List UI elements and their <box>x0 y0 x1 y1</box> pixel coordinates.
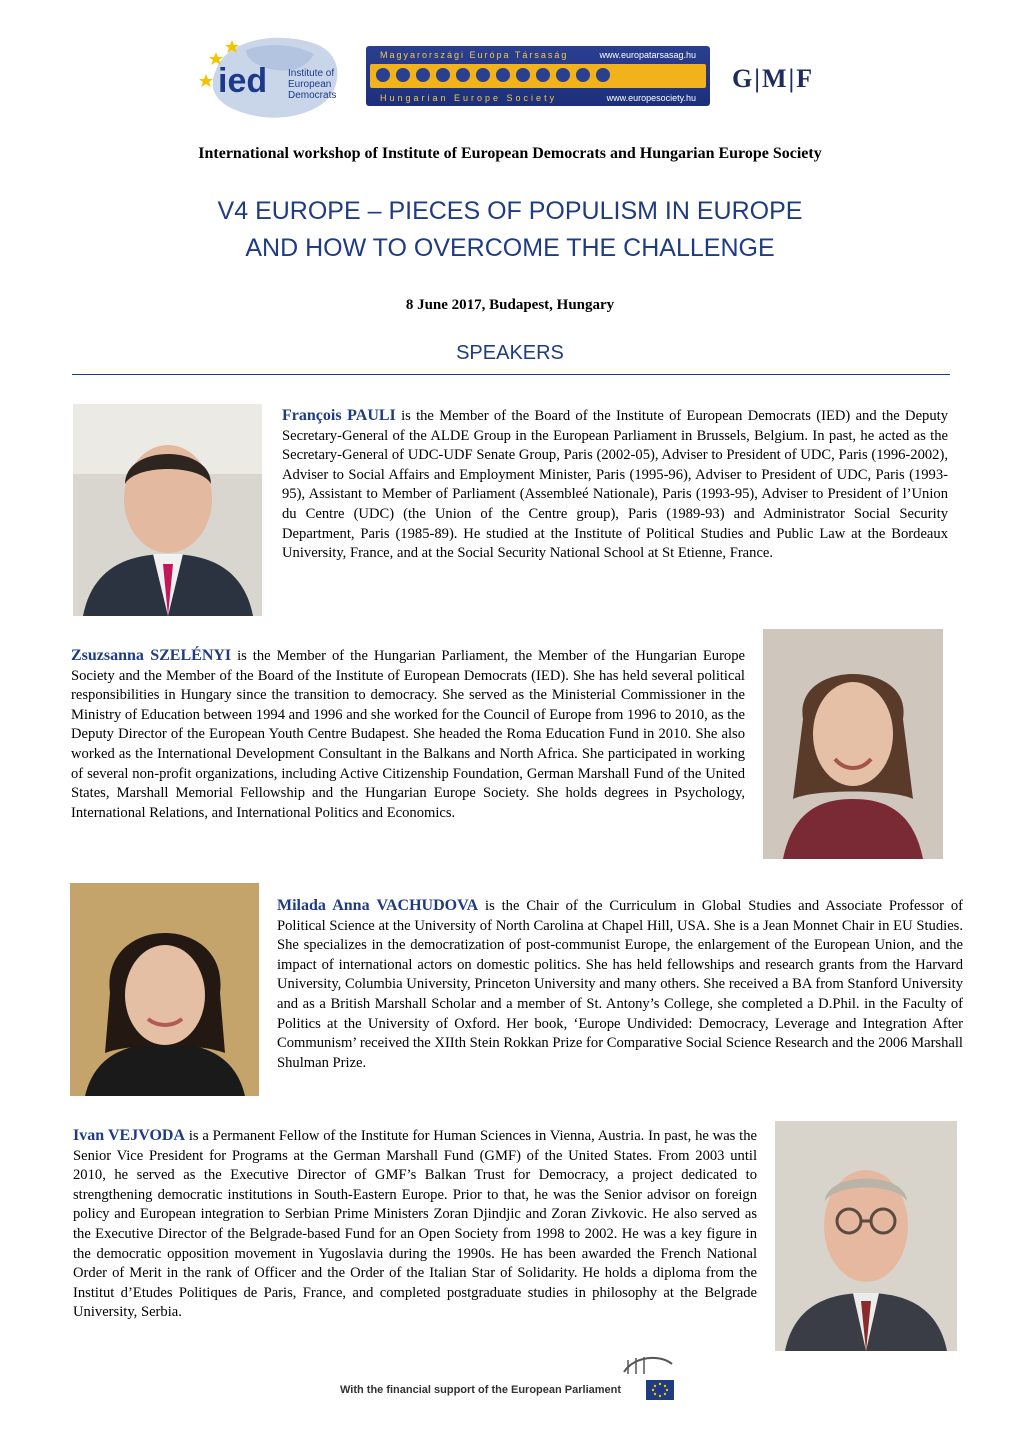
hes-url-bottom: www.europesociety.hu <box>606 93 696 103</box>
financial-support-note: With the financial support of the European Parliament <box>340 1384 622 1396</box>
european-parliament-logo <box>620 1352 678 1404</box>
hes-dot <box>516 68 530 82</box>
hes-dots <box>376 68 610 82</box>
speaker-photo-szelenyi <box>763 629 943 859</box>
hes-top-text: Magyarországi Európa Társaság <box>380 50 569 60</box>
hes-dot <box>376 68 390 82</box>
speaker-name: François PAULI <box>282 407 396 424</box>
speakers-heading: SPEAKERS <box>456 342 564 364</box>
speaker-name: Milada Anna VACHUDOVA <box>277 897 479 914</box>
hes-dot <box>436 68 450 82</box>
title-line-1: V4 EUROPE – PIECES OF POPULISM IN EUROPE <box>217 197 803 225</box>
hes-dot <box>536 68 550 82</box>
hes-dot <box>576 68 590 82</box>
gmf-logo: G|M|F <box>732 64 815 93</box>
speaker-bio-vachudova <box>277 896 963 1073</box>
speaker-photo-vachudova <box>70 883 259 1096</box>
hes-dot <box>496 68 510 82</box>
ied-logo <box>196 30 344 122</box>
hes-dot <box>456 68 470 82</box>
speaker-bio-pauli <box>282 406 948 564</box>
speaker-name: Ivan VEJVODA <box>73 1127 186 1144</box>
hes-dot <box>596 68 610 82</box>
hungarian-europe-society-logo <box>366 46 710 106</box>
workshop-line: International workshop of Institute of European Democrats and Hungarian Europe Society <box>198 145 822 162</box>
speaker-bio-vejvoda <box>73 1126 757 1323</box>
speaker-bio-text: is the Member of the Hungarian Parliament, the Member of the Hungarian Europe Society and the Member of the Board of the Institute of European Democrats (IED). She has held several political responsibilities in Hungary since the transition to democracy. She served as the Ministerial Commissioner in the Ministry of Education between 1994 and 1996 and she worked for the Council of Europe from 1996 to 2010, as the Deputy Director of the European Youth Centre Budapest. She headed the Roma Education Fund in 2010. She also worked as the International Development Consultant in the Balkans and North Africa. She participated in working of several non-profit organizations, including Active Citizenship Foundation, German Marshall Fund of the United States, Marshall Memorial Fellowship and the Hungarian Europe Society. She holds degrees in Psychology, International Relations, and International Politics and Economics. <box>71 648 746 821</box>
speaker-bio-szelenyi <box>71 646 745 823</box>
speaker-bio-text: is a Permanent Fellow of the Institute for Human Sciences in Vienna, Austria. In past, he was the Senior Vice President for Programs at the German Marshall Fund (GMF) of the United States. From 2003 until 2010, he served as the Executive Director of GMF’s Balkan Trust for Democracy, a project dedicated to strengthening democratic institutions in South-Eastern Europe. Prior to that, he was the Senior advisor on foreign policy and European integration to Serbian Prime Ministers Zoran Djindjic and Zoran Zivkovic. He also served as the Executive Director of the Belgrade-based Fund for an Open Society from 1998 to 2002. He was a key figure in the democratic opposition movement in Yugoslavia during the 1990s. He has been awarded the French National Order of Merit in the rank of Officer and the Order of the Italian Star of Solidarity. He holds a diploma from the Institut d’Etudes Politiques de Paris, France, and completed postgraduate studies in philosophy at the Belgrade University, Serbia. <box>73 1128 757 1321</box>
event-date: 8 June 2017, Budapest, Hungary <box>405 297 615 313</box>
hes-bottom-text: Hungarian Europe Society <box>380 93 558 103</box>
hes-dot <box>416 68 430 82</box>
hes-dot <box>556 68 570 82</box>
speaker-bio-text: is the Chair of the Curriculum in Global Studies and Associate Professor of Political Science at the University of North Carolina at Chapel Hill, USA. She is a Jean Monnet Chair in EU Studies. She specializes in the democratization of post-communist Europe, the enlargement of the European Union, and the impact of international actors on domestic politics. She has held fellowships and research grants from the Harvard University, Columbia University, Princeton University and many others. She received a BA from Stanford University and as a British Marshall Scholar and a member of St. Antony’s College, she completed a D.Phil. in the Faculty of Politics at the University of Oxford. Her book, ‘Europe Undivided: Democracy, Leverage and Integration After Communism’ received the XIIth Stein Rokkan Prize for Comparative Social Science Research and the 2006 Marshall Shulman Prize. <box>277 898 964 1071</box>
section-divider <box>72 374 950 375</box>
speaker-name: Zsuzsanna SZELÉNYI <box>71 647 232 664</box>
svg-text:ied: ied <box>218 62 268 100</box>
speaker-photo-pauli <box>73 404 262 616</box>
title-line-2: AND HOW TO OVERCOME THE CHALLENGE <box>245 234 775 262</box>
speaker-bio-text: is the Member of the Board of the Institute of European Democrats (IED) and the Deputy Secretary-General of the ALDE Group in the European Parliament in Brussels, Belgium. In past, he acted as the Secretary-General of UDC-UDF Senate Group, Paris (2002-05), Adviser to President of UDC, Paris (1996-2002), Adviser to Social Affairs and Employment Minister, Paris (1995-96), Adviser to President of UDC, Paris (1993-95), Assistant to Member of Parliament (Assembleé Nationale), Paris (1993-95), Adviser to President of l’Union du Centre (UDC) (the Union of the Centre group), Paris (1989-93) and Administrator Social Security Department, Paris (1985-89). He studied at the Institute of Political Studies and Public Law at the Bordeaux University, France, and at the Social Security National School at St Etienne, France. <box>282 408 948 562</box>
hes-dot <box>476 68 490 82</box>
hes-dot <box>396 68 410 82</box>
speaker-photo-vejvoda <box>775 1121 957 1351</box>
page-title <box>0 193 1020 267</box>
hes-url-top: www.europatarsasag.hu <box>599 50 696 60</box>
ied-logo-text: Institute of European Democrats <box>288 68 337 101</box>
